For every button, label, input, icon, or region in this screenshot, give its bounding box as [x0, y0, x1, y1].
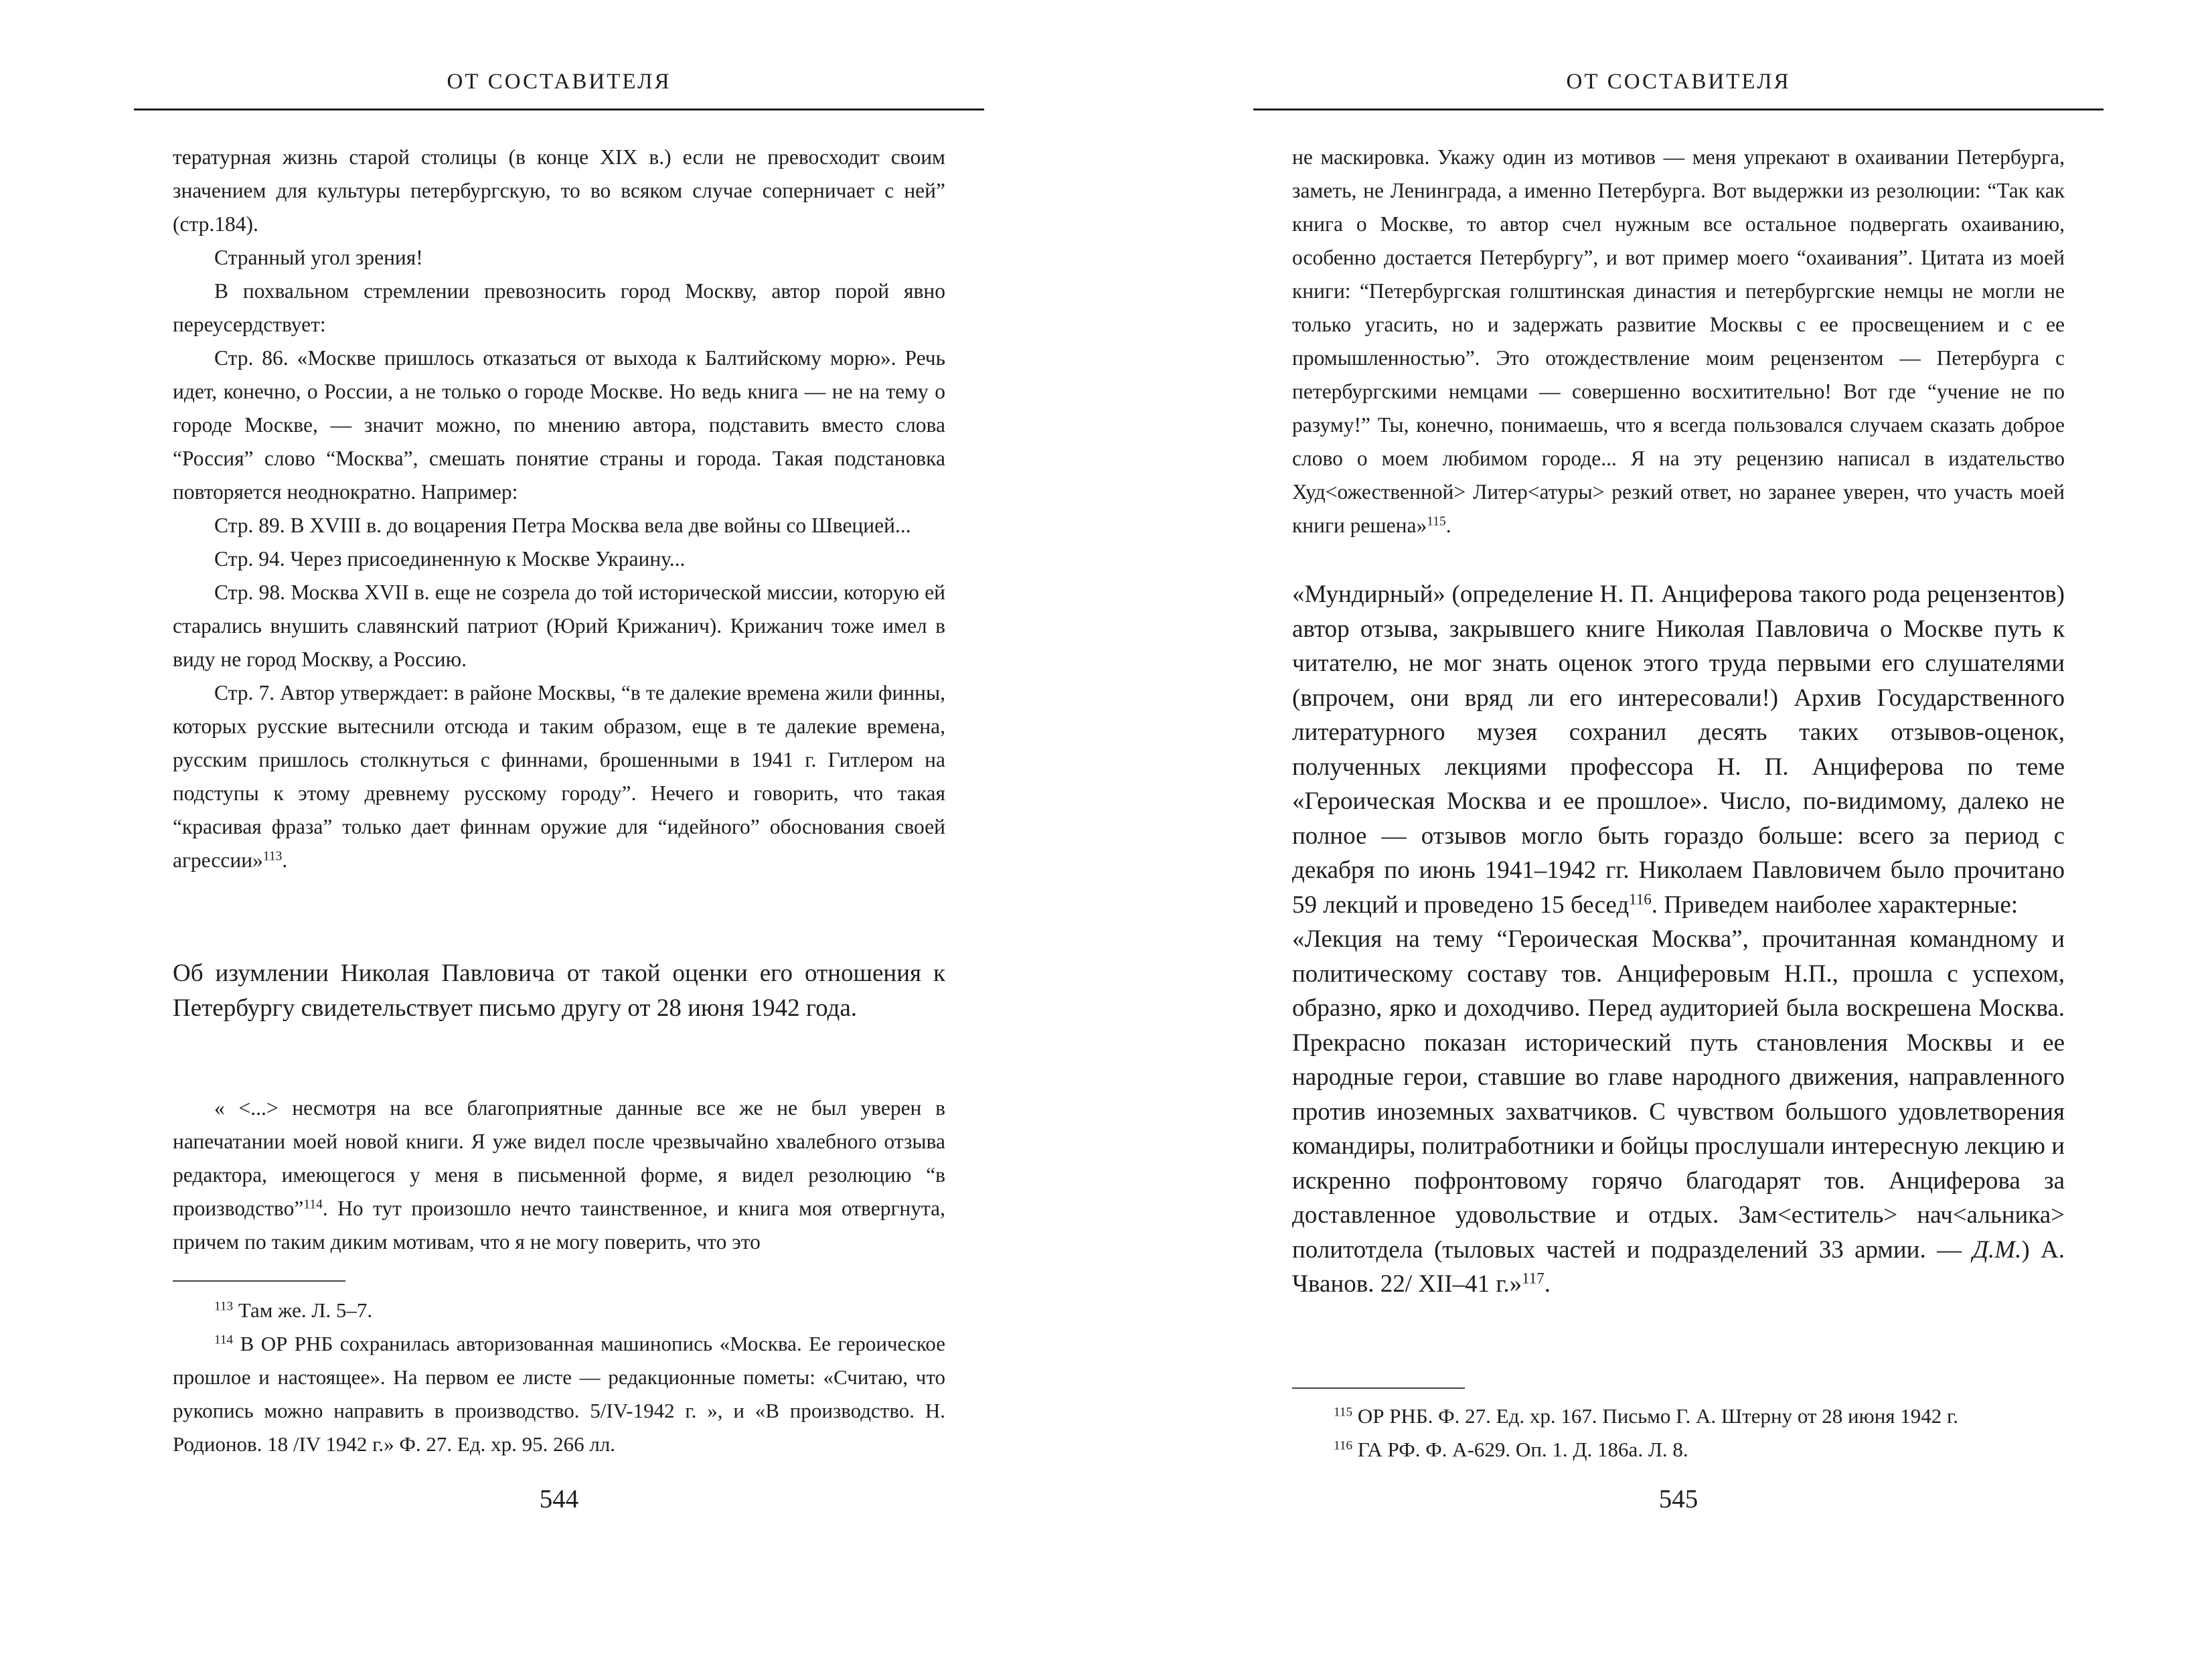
main-paragraph: Об изумлении Николая Павловича от такой оценки его отношения к Петербургу свидетельствует письмо другу от 28 июня 1942 года.	[173, 960, 945, 1022]
running-head: ОТ СОСТАВИТЕЛЯ	[447, 70, 672, 94]
letter-paragraph: « <...> несмотря на все благоприятные данные все же не был уверен в напечатании моей новой книги. Я уже видел после чрезвычайно хвалебного отзыва редактора, имеющегося у меня в письменной форме, я видел резолюцию “в производство”$^{114}$. Но тут произошло нечто таинственное, и книга моя отвергнута, причем по таким диким мотивам, что я не могу поверить, что это	[173, 1096, 945, 1254]
footnote: $^{114}$ В ОР РНБ сохранилась авторизованная машинопись «Москва. Ее героическое прошлое и настоящее». На первом ее листе — редакционные пометы: «Считаю, что рукопись можно направить в производство. 5/IV-1942 г. », и «В производство. Н. Родионов. 18 /IV 1942 г.» Ф. 27. Ед. хр. 95. 266 лл.	[173, 1332, 945, 1456]
footnote-rule	[173, 1280, 345, 1282]
footnote-rule	[1292, 1387, 1465, 1389]
footnote-ref[interactable]: 116	[1629, 890, 1652, 907]
footnote: $^{115}$ ОР РНБ. Ф. 27. Ед. хр. 167. Письмо Г. А. Штерну от 28 июня 1942 г.	[1334, 1404, 1959, 1428]
initials: Д.М.	[1972, 1235, 2022, 1264]
header-rule	[134, 108, 984, 110]
quote-paragraph: Стр. 98. Москва XVII в. еще не созрела до той исторической миссии, которую ей старались внушить славянский патриот (Юрий Крижанич). Крижанич тоже имел в виду не город Москву, а Россию.	[173, 581, 945, 671]
footnote-number: 115	[1334, 1405, 1353, 1420]
quote-paragraph: тературная жизнь старой столицы (в конце XIX в.) если не превосходит своим значением для культуры петербургскую, то во всяком случае соперничает с ней” (стр.184).	[173, 145, 945, 236]
footnote-number: 116	[1334, 1438, 1353, 1453]
footnote-ref[interactable]: 113	[262, 849, 283, 864]
header-rule	[1253, 108, 2104, 110]
main-paragraph: «Мундирный» (определение Н. П. Анциферова такого рода рецензентов) автор отзыва, закрывшего книге Николая Павловича о Москве путь к читателю, не мог знать оценок этого труда первыми его слушателями (впрочем, они вряд ли его интересовали!) Архив Государственного литературного музея сохранил десять таких отзывов-оценок, полученных лекциями профессора Н. П. Анциферова по теме «Героическая Москва и ее прошлое». Число, по-видимому, далеко не полное — отзывов могло быть гораздо больше: всего за период с декабря по июнь 1941–1942 гг. Николаем Павловичем было прочитано 59 лекций и проведено 15 бесед$^{116}$. Приведем наиболее характерные:	[1292, 581, 2065, 919]
quote-paragraph: Стр. 86. «Москве пришлось отказаться от выхода к Балтийскому морю». Речь идет, конечно, о России, а не только о городе Москве. Но ведь книга — не на тему о городе Москве, — значит можно, по мнению автора, подставить вместо слова “Россия” слово “Москва”, смешать понятие страны и города. Такая подстановка повторяется неоднократно. Например:	[173, 346, 945, 504]
letter-paragraph: не маскировка. Укажу один из мотивов — меня упрекают в охаивании Петербурга, заметь, не Ленинграда, а именно Петербурга. Вот выдержки из резолюции: “Так как книга о Москве, то автор счел нужным все остальное подвергать охаиванию, особенно достается Петербургу”, и вот пример моего “охаивания”. Цитата из моей книги: “Петербургская голштинская династия и петербургские немцы не могли не только угасить, но и задержать развитие Москвы с ее просвещением и с ее промышленностью”. Это отождествление моим рецензентом — Петербурга с петербургскими немцами — совершенно восхитительно! Вот где “учение не по разуму!” Ты, конечно, понимаешь, что я всегда пользовался случаем сказать доброе слово о моем любимом городе... Я на эту рецензию написал в издательство Худ<ожественной> Литер<атуры> резкий ответ, но заранее уверен, что участь моей книги решена»$^{115}$.	[1292, 145, 2065, 537]
page-number: 545	[1658, 1485, 1698, 1513]
footnote: $^{116}$ ГА РФ. Ф. А-629. Оп. 1. Д. 186а. Л. 8.	[1334, 1438, 1688, 1461]
main-text	[173, 956, 945, 1025]
quote-block	[173, 141, 945, 877]
quote-paragraph: Стр. 89. В XVIII в. до воцарения Петра Москва вела две войны со Швецией...	[214, 514, 911, 537]
main-text	[1292, 577, 2065, 1302]
footnote-ref[interactable]: 115	[1427, 514, 1446, 529]
quote-paragraph: Странный угол зрения!	[214, 246, 423, 269]
footnote-ref[interactable]: 117	[1522, 1270, 1545, 1287]
quote-paragraph: Стр. 94. Через присоединенную к Москве Украину...	[214, 547, 686, 571]
main-paragraph: «Лекция на тему “Героическая Москва”, прочитанная командному и политическому составу тов. Анциферовым Н.П., прошла с успехом, образно, ярко и доходчиво. Перед аудиторией была воскрешена Москва. Прекрасно показан исторический путь становления Москвы и ее народные герои, ставшие во главе народного движения, направленного против иноземных захватчиков. С чувством большого удовлетворения командиры, политработники и бойцы прослушали интересную лекцию и искренно пофронтовому горячо благодарят тов. Анциферова за доставленное удовольствие и отдых. Зам<еститель> нач<альника> политотдела (тыловых частей и подразделений 33 армии. — Д.М.) А. Чванов. 22/ XII–41 г.»$^{117}$.	[1292, 925, 2065, 1298]
left-page	[134, 0, 984, 1660]
footnote-ref[interactable]: 114	[303, 1197, 323, 1212]
footnote-number: 114	[214, 1333, 234, 1347]
letter-quote	[173, 1091, 945, 1259]
footnote-number: 113	[214, 1299, 234, 1314]
right-page	[1253, 0, 2104, 1660]
running-head: ОТ СОСТАВИТЕЛЯ	[1566, 70, 1791, 94]
footnote: $^{113}$ Там же. Л. 5–7.	[214, 1298, 373, 1322]
footnotes	[173, 1280, 945, 1461]
letter-quote-continued	[1292, 141, 2065, 542]
footnotes	[1292, 1387, 2065, 1466]
page-number: 544	[539, 1485, 579, 1513]
quote-paragraph: В похвальном стремлении превозносить город Москву, автор порой явно переусердствует:	[173, 279, 945, 336]
quote-paragraph: Стр. 7. Автор утверждает: в районе Москвы, “в те далекие времена жили финны, которых русские вытеснили отсюда и таким образом, еще в те далекие времена, русским пришлось столкнуться с финнами, брошенными в 1941 г. Гитлером на подступы к этому древнему русскому городу”. Нечего и говорить, что такая “красивая фраза” только дает финнам оружие для “идейного” обоснования своей агрессии»$^{113}$.	[173, 681, 945, 872]
